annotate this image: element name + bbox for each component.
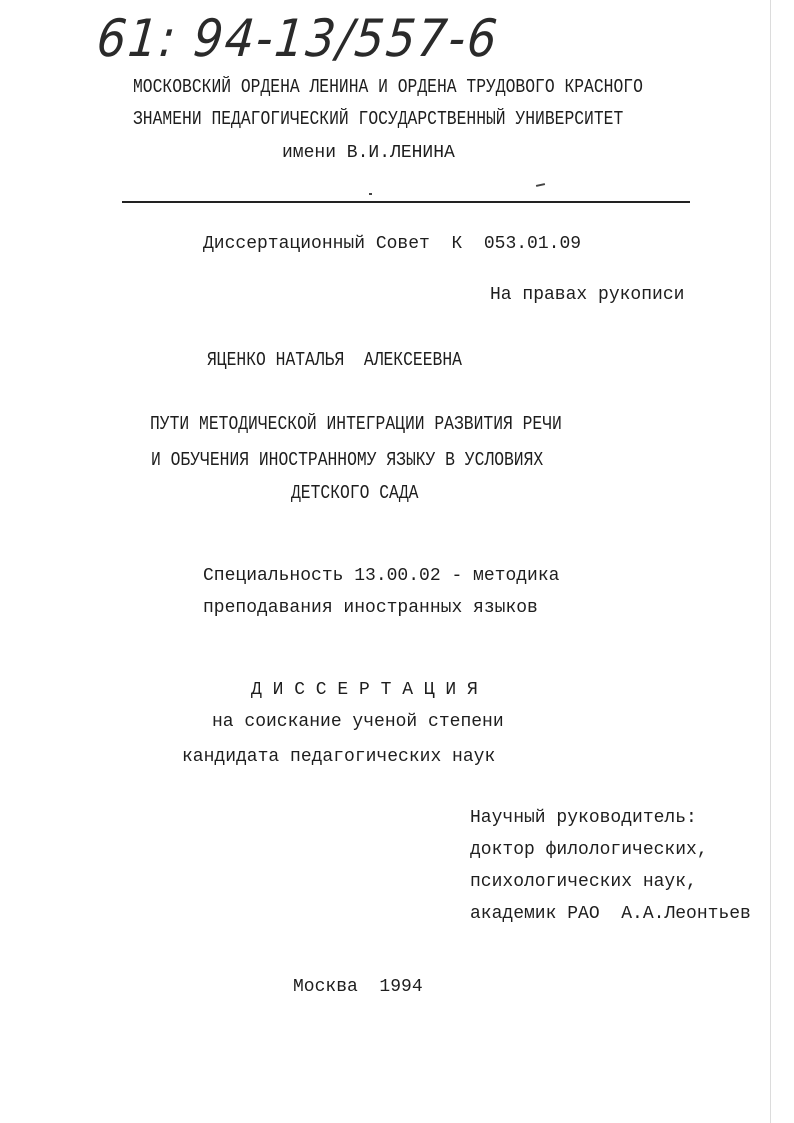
specialty-line-2: преподавания иностранных языков bbox=[203, 598, 538, 618]
thesis-title-line-2: И ОБУЧЕНИЯ ИНОСТРАННОМУ ЯЗЫКУ В УСЛОВИЯХ bbox=[151, 449, 544, 471]
institution-line-2: ЗНАМЕНИ ПЕДАГОГИЧЕСКИЙ ГОСУДАРСТВЕННЫЙ УНИВЕРСИТЕТ bbox=[133, 108, 624, 130]
speck bbox=[536, 183, 545, 187]
speck bbox=[369, 193, 372, 195]
dissertation-council: Диссертационный Совет К 053.01.09 bbox=[203, 234, 582, 254]
specialty-line-1: Специальность 13.00.02 - методика bbox=[203, 566, 560, 586]
supervisor-line-2: психологических наук, bbox=[470, 872, 697, 892]
supervisor-label: Научный руководитель: bbox=[470, 808, 697, 828]
handwritten-catalog-number: 61: 94-13/557-6 bbox=[94, 8, 502, 69]
horizontal-rule bbox=[122, 201, 690, 203]
supervisor-line-3: академик РАО А.А.Леонтьев bbox=[470, 904, 751, 924]
degree-line-1: на соискание ученой степени bbox=[212, 712, 504, 732]
author-name: ЯЦЕНКО НАТАЛЬЯ АЛЕКСЕЕВНА bbox=[207, 349, 462, 371]
page-edge-shadow bbox=[770, 0, 771, 1123]
city-and-year: Москва 1994 bbox=[293, 977, 423, 997]
supervisor-line-1: доктор филологических, bbox=[470, 840, 708, 860]
degree-line-2: кандидата педагогических наук bbox=[182, 747, 496, 767]
institution-line-1: МОСКОВСКИЙ ОРДЕНА ЛЕНИНА И ОРДЕНА ТРУДОВОГО КРАСНОГО bbox=[133, 76, 643, 98]
institution-line-3: имени В.И.ЛЕНИНА bbox=[282, 143, 455, 163]
thesis-title-line-3: ДЕТСКОГО САДА bbox=[291, 482, 419, 504]
thesis-title-line-1: ПУТИ МЕТОДИЧЕСКОЙ ИНТЕГРАЦИИ РАЗВИТИЯ РЕЧИ bbox=[150, 413, 562, 435]
manuscript-rights-note: На правах рукописи bbox=[490, 285, 685, 305]
dissertation-heading: Д И С С Е Р Т А Ц И Я bbox=[251, 680, 478, 700]
